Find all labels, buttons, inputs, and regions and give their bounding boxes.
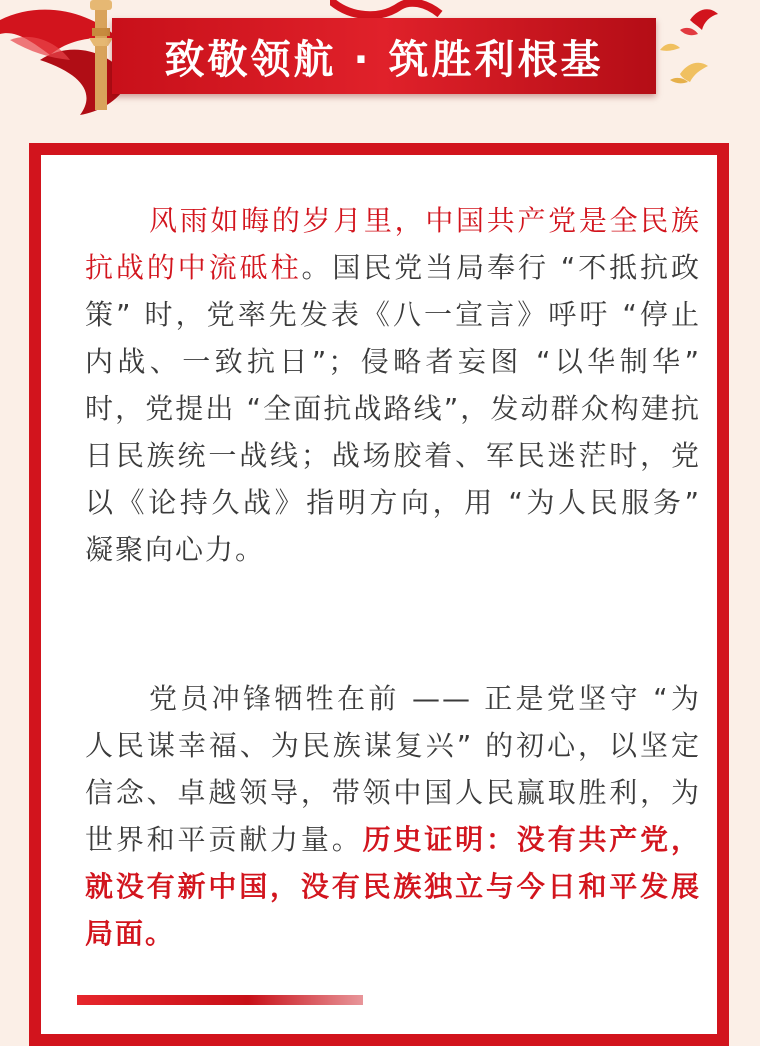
paragraph-1-highlight: 风雨如晦的岁月里，中国共产党是全民族抗战的中流砥柱 — [85, 204, 701, 284]
paragraph-1-body: 。国民党当局奉行 “不抵抗政策” 时，党率先发表《八一宣言》呼吁 “停止内战、一致抗日”；侵略者妄图 “以华制华” 时，党提出 “全面抗战路线”，发动群众构建抗日民族统一战线；战场胶着、军民迷茫时，党以《论持久战》指明方向，用 “为人民服务” 凝聚向心力。 — [85, 251, 701, 566]
content-card — [29, 143, 729, 1046]
doves-icon — [640, 0, 760, 90]
page-title: 致敬领航 · 筑胜利根基 — [164, 36, 604, 83]
paragraph-1 — [85, 197, 701, 573]
paragraph-2 — [85, 675, 701, 957]
bottom-accent-bar — [77, 995, 363, 1005]
title-banner — [112, 18, 656, 94]
paragraph-2-body: 党员冲锋牺牲在前 —— 正是党坚守 “为人民谋幸福、为民族谋复兴” 的初心，以坚定信念、卓越领导，带领中国人民赢取胜利，为世界和平贡献力量。 — [85, 682, 701, 856]
content-card-inner — [41, 155, 717, 1034]
paragraph-2-highlight: 历史证明：没有共产党，就没有新中国，没有民族独立与今日和平发展局面。 — [85, 823, 701, 950]
